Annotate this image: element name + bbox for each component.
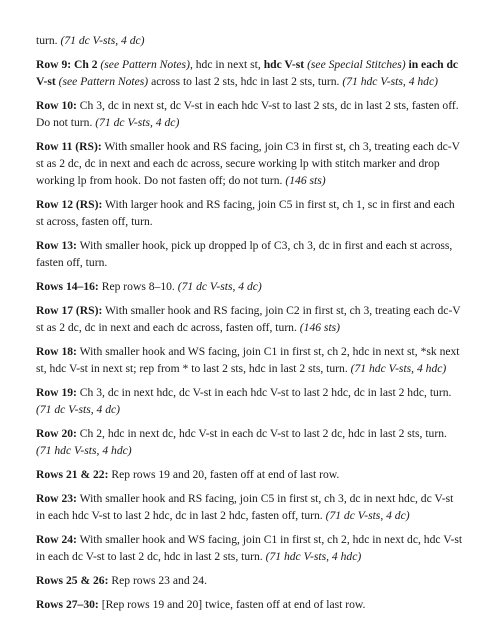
row-label: hdc V-st [263, 58, 308, 71]
pattern-page [36, 32, 464, 620]
instruction-text: across to last 2 sts, hdc in last 2 sts, turn. [148, 75, 343, 88]
stitch-note: (146 sts) [285, 174, 326, 187]
stitch-note: (71 dc V-sts, 4 dc) [325, 509, 410, 522]
instruction-text: , hdc in next st, [189, 58, 264, 71]
pattern-row-paragraph [36, 138, 464, 189]
row-label: Row 18: [36, 345, 77, 358]
row-label: Rows 25 & 26: [36, 574, 109, 587]
instruction-text: With smaller hook and WS facing, join C1 in first st, ch 2, hdc in next dc, hdc V-st in each dc V-st to last 2 dc, hdc in last 2 sts, turn. [36, 533, 463, 563]
pattern-row-paragraph [36, 425, 464, 459]
stitch-note: (see Pattern Notes) [58, 75, 149, 88]
stitch-note: (71 dc V-sts, 4 dc) [177, 280, 262, 293]
instruction-text: With smaller hook, pick up dropped lp of C3, ch 3, dc in first and each st across, fasten off, turn. [36, 239, 453, 269]
stitch-note: (146 sts) [299, 321, 341, 334]
instruction-text: Rep rows 23 and 24. [108, 574, 208, 587]
pattern-row-paragraph [36, 196, 464, 230]
pattern-row-paragraph [36, 466, 464, 483]
stitch-note: (see Pattern Notes) [100, 58, 190, 71]
row-label: Rows 14–16: [36, 280, 99, 293]
pattern-row-paragraph [36, 343, 464, 377]
stitch-note: (see Special Stitches) [307, 58, 406, 71]
row-label: Rows 27–30: [36, 598, 99, 611]
row-label: Row 9: Ch 2 [36, 58, 101, 71]
stitch-note: (71 dc V-sts, 4 dc) [60, 34, 145, 47]
pattern-row-paragraph [36, 237, 464, 271]
stitch-note: (71 hdc V-sts, 4 hdc) [350, 362, 447, 375]
row-label: in each dc V-st [36, 58, 459, 88]
instruction-text: With larger hook and RS facing, join C5 in first st, ch 1, sc in first and each st across, fasten off, turn. [36, 198, 455, 228]
instruction-text: Rep rows 8–10. [98, 280, 178, 293]
pattern-row-paragraph [36, 56, 464, 90]
row-label: Row 20: [36, 427, 77, 440]
pattern-row-paragraph [36, 531, 464, 565]
pattern-row-paragraph [36, 97, 464, 131]
pattern-row-paragraph [36, 596, 464, 613]
stitch-note: (71 dc V-sts, 4 dc) [36, 403, 121, 416]
row-label: Row 12 (RS): [36, 198, 103, 211]
row-label: Row 11 (RS): [36, 140, 102, 153]
pattern-row-paragraph [36, 384, 464, 418]
stitch-note: (71 hdc V-sts, 4 hdc) [36, 444, 132, 457]
row-label: Row 10: [36, 99, 77, 112]
stitch-note: (71 dc V-sts, 4 dc) [95, 116, 180, 129]
instruction-text: [Rep rows 19 and 20] twice, fasten off at end of last row. [98, 598, 366, 611]
row-label: Row 17 (RS): [36, 304, 103, 317]
row-label: Row 13: [36, 239, 77, 252]
pattern-row-paragraph [36, 32, 464, 49]
instruction-text: With smaller hook and WS facing, join C1 in first st, ch 2, hdc in next st, *sk next st, hdc V-st in next st; rep from * to last 2 sts, hdc in last 2 sts, turn. [36, 345, 460, 375]
pattern-row-paragraph [36, 572, 464, 589]
stitch-note: (71 hdc V-sts, 4 hdc) [265, 550, 362, 563]
pattern-row-paragraph [36, 278, 464, 295]
instruction-text: With smaller hook and RS facing, join C2 in first st, ch 3, treating each dc-V st as 2 dc, dc in next and each dc across, fasten off, turn. [36, 304, 461, 334]
instruction-text: Rep rows 19 and 20, fasten off at end of last row. [108, 468, 340, 481]
instruction-text: With smaller hook and RS facing, join C3 in first st, ch 3, treating each dc-V st as 2 dc, dc in next and each dc across, secure working lp with stitch marker and drop working lp from hook. Do not fasten off; do not turn. [36, 140, 460, 187]
instruction-text: turn. [36, 34, 61, 47]
instruction-text: Ch 3, dc in next st, dc V-st in each hdc V-st to last 2 sts, dc in last 2 sts, fasten off. Do not turn. [36, 99, 459, 129]
row-label: Row 23: [36, 492, 77, 505]
instruction-text: Ch 3, dc in next hdc, dc V-st in each hdc V-st to last 2 hdc, dc in last 2 hdc, turn. [76, 386, 452, 399]
instruction-text: With smaller hook and RS facing, join C5 in first st, ch 3, dc in next hdc, dc V-st in each hdc V-st to last 2 hdc, dc in last 2 hdc, fasten off, turn. [36, 492, 454, 522]
row-label: Row 19: [36, 386, 77, 399]
pattern-row-paragraph [36, 490, 464, 524]
instruction-text: Ch 2, hdc in next dc, hdc V-st in each dc V-st to last 2 dc, hdc in last 2 sts, turn. [76, 427, 447, 440]
pattern-row-paragraph [36, 302, 464, 336]
row-label: Rows 21 & 22: [36, 468, 109, 481]
stitch-note: (71 hdc V-sts, 4 hdc) [342, 75, 438, 88]
row-label: Row 24: [36, 533, 77, 546]
